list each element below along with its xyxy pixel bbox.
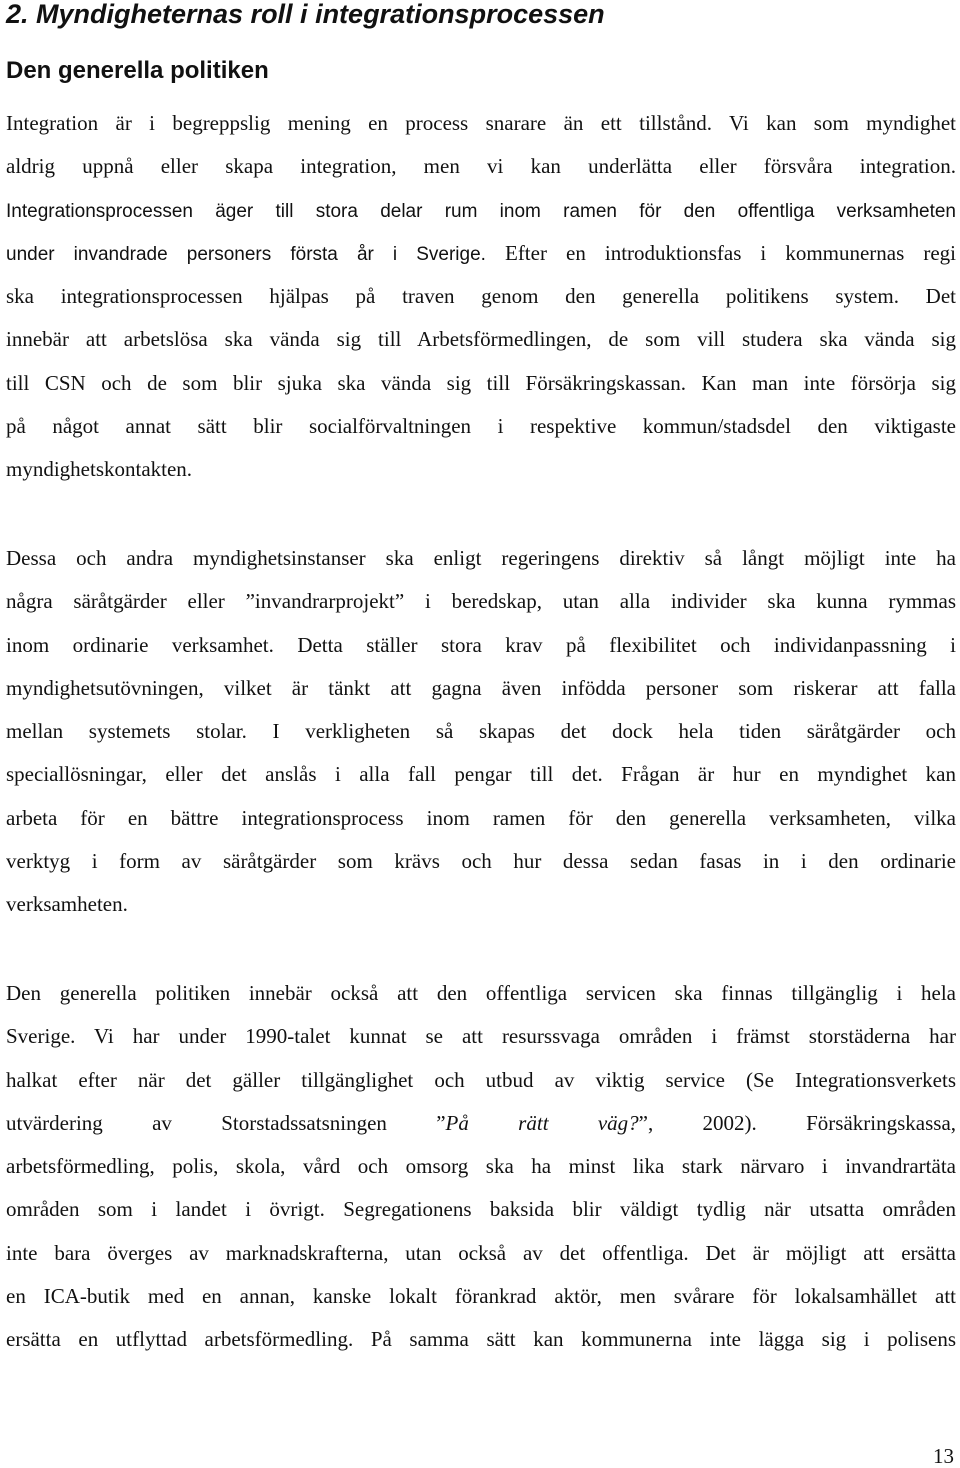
paragraph-line: myndighetsutövningen, vilket är tänkt att gagna även infödda personer som riskerar att falla [6, 675, 956, 700]
paragraph-line: Dessa och andra myndighetsinstanser ska enligt regeringens direktiv så långt möjligt inte ha [6, 546, 956, 570]
paragraph-line: ska integrationsprocessen hjälpas på traven genom den generella politikens system. Det [6, 284, 956, 309]
paragraph-line: myndighetskontakten. [6, 457, 193, 482]
paragraph-line: arbeta för en bättre integrationsprocess inom ramen för den generella verksamheten, vilka [6, 805, 956, 830]
serif-text: utvärdering av Storstadssatsningen ” [6, 1110, 446, 1135]
paragraph-line [6, 1102, 956, 1145]
chapter-heading: 2. Myndigheternas roll i integrationsprocessen [6, 0, 605, 29]
paragraph-line: arbetsförmedling, polis, skola, vård och omsorg ska ha minst lika stark närvaro i invandrartäta [6, 1154, 956, 1179]
paragraph-line: innebär att arbetslösa ska vända sig till Arbetsförmedlingen, de som vill studera ska vända sig [6, 327, 956, 352]
serif-text: Efter en introduktionsfas i kommunernas regi [485, 240, 956, 265]
page-number: 13 [933, 1444, 954, 1468]
paragraph-line: verksamheten. [6, 892, 128, 917]
paragraph-line: inom ordinarie verksamhet. Detta ställer stora krav på flexibilitet och individanpassning i [6, 632, 956, 657]
paragraph-line [6, 232, 956, 275]
paragraph-line: några säråtgärder eller ”invandrarprojekt” i beredskap, utan alla individer ska kunna rymmas [6, 589, 956, 614]
paragraph-3 [6, 972, 956, 1362]
paragraph-line: aldrig uppnå eller skapa integration, men vi kan underlätta eller försvåra integration. [6, 154, 956, 179]
paragraph-line: speciallösningar, eller det anslås i alla fall pengar till det. Frågan är hur en myndighet kan [6, 762, 956, 787]
paragraph-2 [6, 537, 956, 927]
section-heading: Den generella politiken [6, 57, 269, 84]
paragraph-line: Sverige. Vi har under 1990-talet kunnat se att resurssvaga områden i främst storstäderna har [6, 1024, 956, 1049]
paragraph-line: områden som i landet i övrigt. Segregationens baksida blir väldigt tydlig när utsatta områden [6, 1197, 956, 1222]
paragraph-line: Den generella politiken innebär också att den offentliga servicen ska finnas tillgänglig i hela [6, 981, 956, 1005]
paragraph-line: ersätta en utflyttad arbetsförmedling. På samma sätt kan kommunerna inte lägga sig i polisens [6, 1327, 956, 1352]
paragraph-line: mellan systemets stolar. I verkligheten så skapas det dock hela tiden säråtgärder och [6, 719, 956, 744]
paragraph-1 [6, 102, 956, 492]
paragraph-line: halkat efter när det gäller tillgänglighet och utbud av viktig service (Se Integrationsverkets [6, 1067, 956, 1092]
sans-text: Integrationsprocessen äger till stora delar rum inom ramen för den offentliga verksamheten [6, 200, 956, 222]
serif-text: ”, 2002). Försäkringskassa, [638, 1110, 957, 1135]
paragraph-line: till CSN och de som blir sjuka ska vända sig till Försäkringskassan. Kan man inte försörja sig [6, 370, 956, 395]
paragraph-line: Integration är i begreppslig mening en process snarare än ett tillstånd. Vi kan som myndighet [6, 111, 956, 135]
sans-text: under invandrade personers första år i Sverige. [6, 243, 486, 265]
paragraph-line: inte bara överges av marknadskrafterna, utan också av det offentliga. Det är möjligt att ersätta [6, 1240, 956, 1265]
report-title: På rätt väg? [445, 1110, 639, 1135]
paragraph-line [6, 189, 956, 232]
paragraph-line: på något annat sätt blir socialförvaltningen i respektive kommun/stadsdel den viktigaste [6, 414, 956, 439]
paragraph-line: verktyg i form av säråtgärder som krävs och hur dessa sedan fasas in i den ordinarie [6, 849, 956, 874]
paragraph-line: en ICA-butik med en annan, kanske lokalt förankrad aktör, men svårare för lokalsamhället att [6, 1284, 956, 1309]
